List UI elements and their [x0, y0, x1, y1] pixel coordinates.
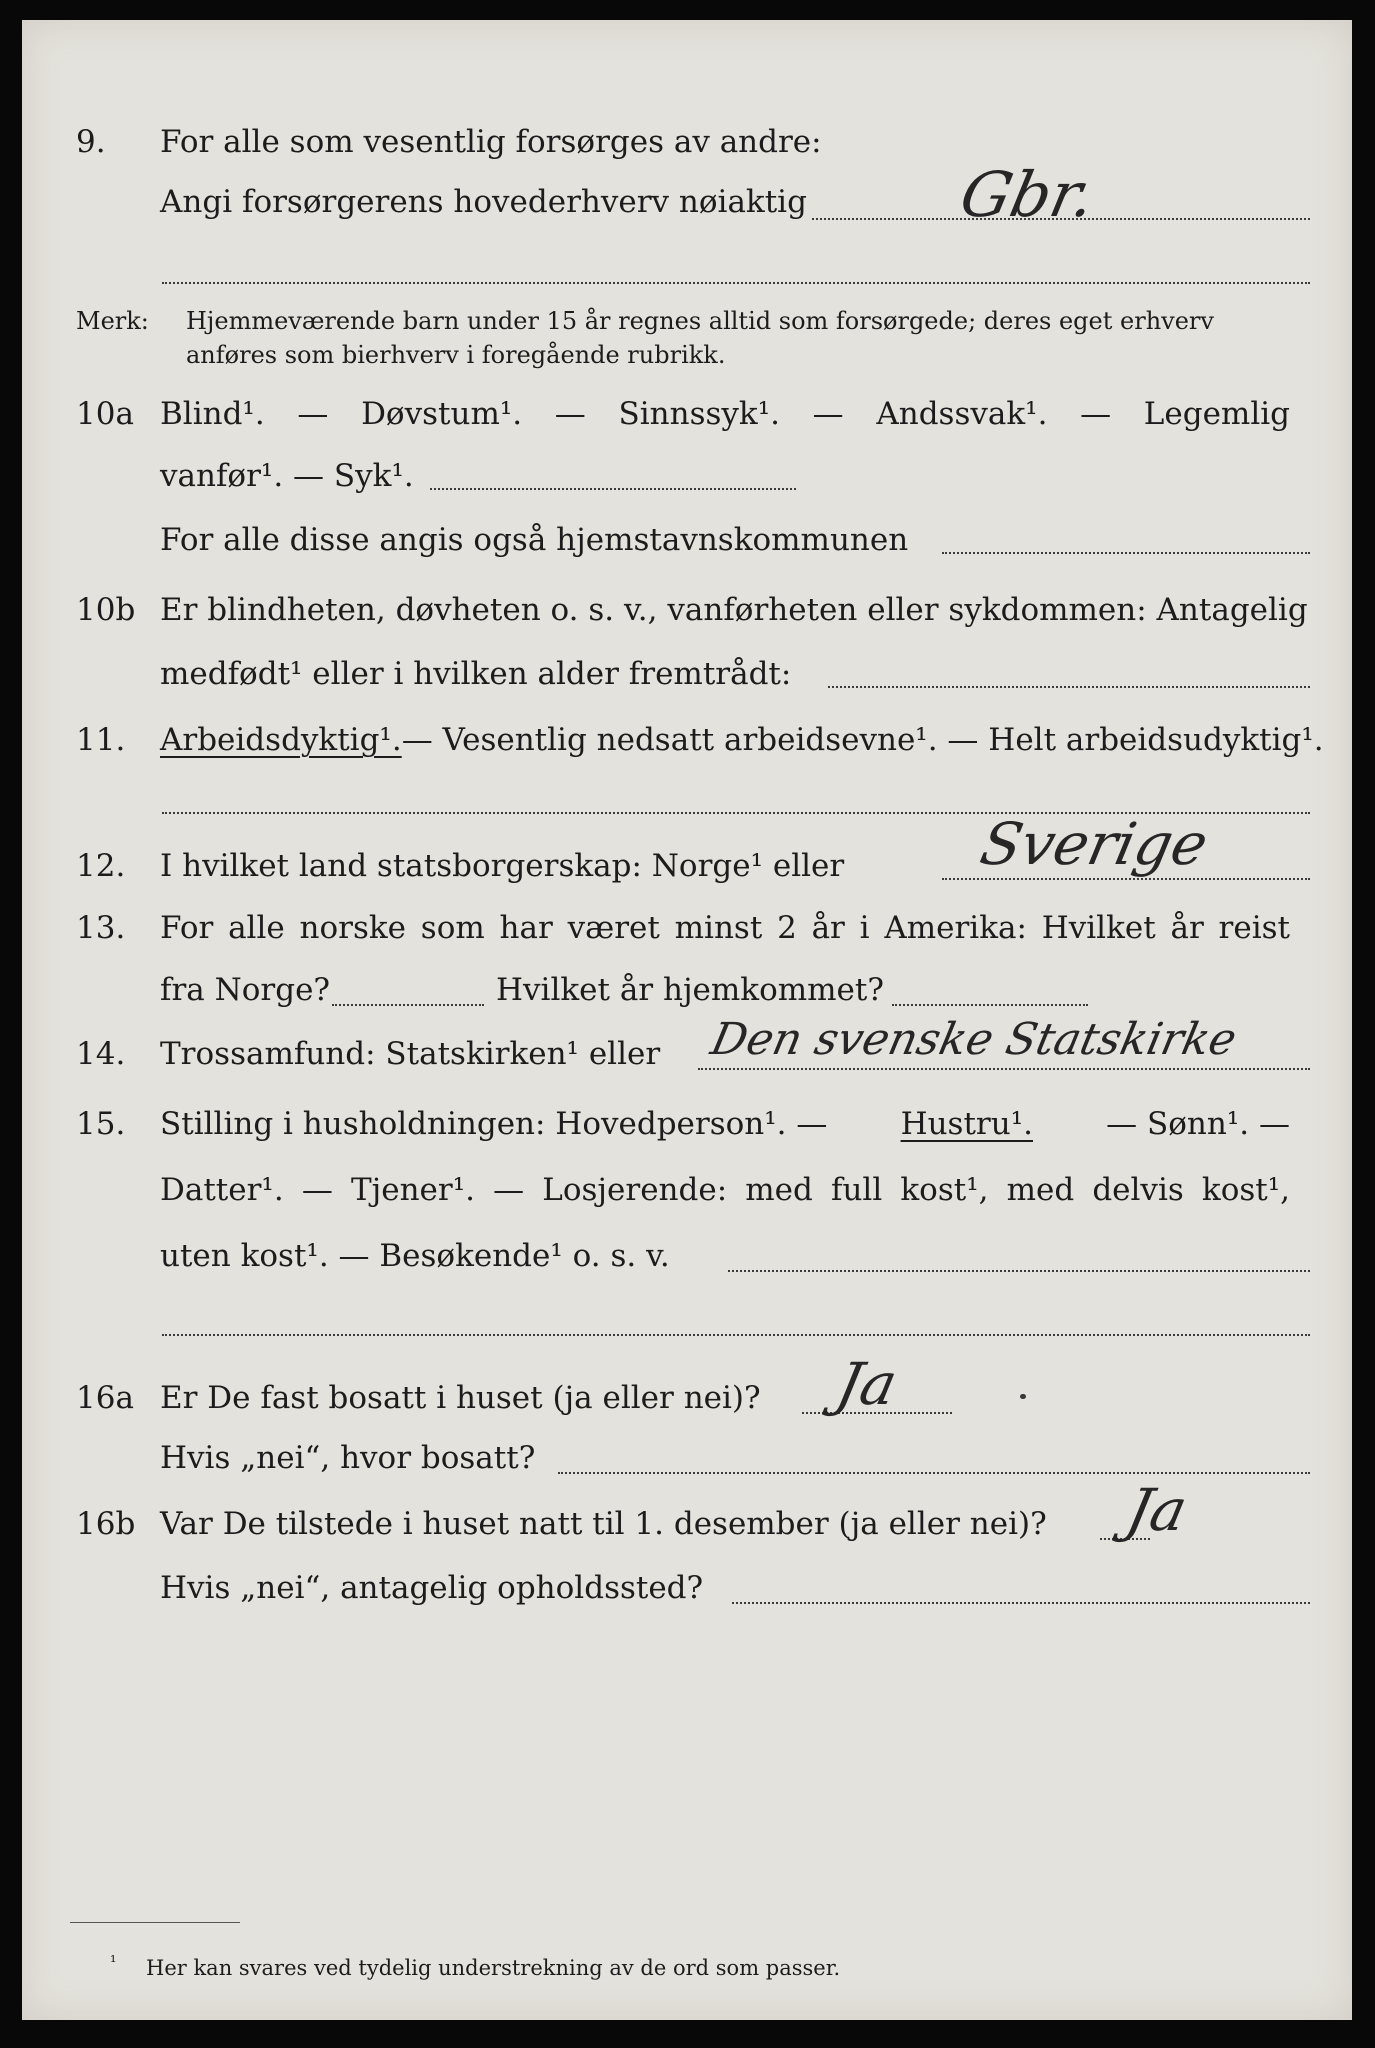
- question-text: For alle disse angis også hjemstavnskommunen: [160, 522, 909, 558]
- question-text: medfødt¹ eller i hvilken alder fremtrådt:: [160, 656, 792, 692]
- question-text: vanfør¹. — Syk¹.: [160, 458, 414, 494]
- question-number: 14.: [76, 1036, 126, 1072]
- question-number: 13.: [76, 910, 126, 946]
- question-text-part: — Sønn¹. —: [1106, 1106, 1290, 1142]
- question-number: 16b: [76, 1506, 136, 1542]
- underlined-answer: Hustru¹.: [900, 1106, 1033, 1142]
- answer-line: [558, 1472, 1310, 1474]
- question-number: 12.: [76, 848, 126, 884]
- question-options: — Vesentlig nedsatt arbeidsevne¹. — Helt arbeidsudyktig¹.: [401, 722, 1324, 758]
- question-text: [160, 720, 1324, 760]
- question-text: I hvilket land statsborgerskap: Norge¹ eller: [160, 848, 845, 884]
- question-text: Hvilket år hjemkommet?: [496, 972, 884, 1008]
- question-number: 16a: [76, 1380, 134, 1416]
- footnote-mark: ¹: [110, 1952, 117, 1971]
- underlined-answer: Arbeidsdyktig¹.: [160, 722, 402, 758]
- question-text: Datter¹. — Tjener¹. — Losjerende: med full kost¹, med delvis kost¹,: [160, 1172, 1290, 1208]
- question-text: Var De tilstede i huset natt til 1. desember (ja eller nei)?: [160, 1506, 1047, 1542]
- question-text: Hvis „nei“, antagelig opholdssted?: [160, 1570, 704, 1606]
- answer-line: [162, 1334, 1310, 1336]
- note-text: Hjemmeværende barn under 15 år regnes alltid som forsørgede; deres eget erhverv: [186, 307, 1214, 335]
- question-text: fra Norge?: [160, 972, 331, 1008]
- answer-line: [332, 1004, 484, 1006]
- answer-line: [942, 878, 1310, 880]
- ink-mark: [1020, 1394, 1026, 1399]
- answer-line: [162, 282, 1310, 284]
- answer-line: [430, 488, 796, 490]
- question-text: Angi forsørgerens hovederhverv nøiaktig: [160, 184, 807, 220]
- handwritten-answer: Den svenske Statskirke: [706, 1014, 1241, 1065]
- question-number: 15.: [76, 1106, 126, 1142]
- note-label: Merk:: [76, 307, 149, 335]
- handwritten-answer: Gbr.: [954, 158, 1102, 231]
- question-text: Trossamfund: Statskirken¹ eller: [160, 1036, 661, 1072]
- question-number: 9.: [76, 124, 106, 160]
- question-number: 10a: [76, 396, 134, 432]
- answer-line: [828, 686, 1310, 688]
- handwritten-answer: Ja: [1120, 1476, 1194, 1544]
- handwritten-answer: Sverige: [974, 810, 1214, 878]
- handwritten-answer: Ja: [830, 1350, 904, 1418]
- census-form-page: [22, 20, 1352, 2020]
- question-text: Er blindheten, døvheten o. s. v., vanførheten eller sykdommen: Antagelig: [160, 592, 1308, 628]
- answer-line: [728, 1270, 1310, 1272]
- answer-line: [698, 1068, 1310, 1070]
- footnote-text: Her kan svares ved tydelig understrekning av de ord som passer.: [146, 1956, 841, 1980]
- answer-line: [732, 1602, 1310, 1604]
- footnote-divider: [70, 1922, 240, 1923]
- question-number: 10b: [76, 592, 136, 628]
- answer-line: [892, 1004, 1088, 1006]
- question-number: 11.: [76, 722, 126, 758]
- question-text: Er De fast bosatt i huset (ja eller nei)?: [160, 1380, 761, 1416]
- question-text: For alle som vesentlig forsørges av andre:: [160, 124, 822, 160]
- question-text-part: Stilling i husholdningen: Hovedperson¹. —: [160, 1106, 828, 1142]
- question-text: [160, 1104, 1290, 1144]
- answer-line: [942, 552, 1310, 554]
- note-text: anføres som bierhverv i foregående rubrikk.: [186, 341, 726, 369]
- question-text: For alle norske som har været minst 2 år i Amerika: Hvilket år reist: [160, 910, 1290, 946]
- question-text: Blind¹. — Døvstum¹. — Sinnssyk¹. — Andssvak¹. — Legemlig: [160, 396, 1290, 432]
- question-text: uten kost¹. — Besøkende¹ o. s. v.: [160, 1238, 670, 1274]
- question-text: Hvis „nei“, hvor bosatt?: [160, 1440, 536, 1476]
